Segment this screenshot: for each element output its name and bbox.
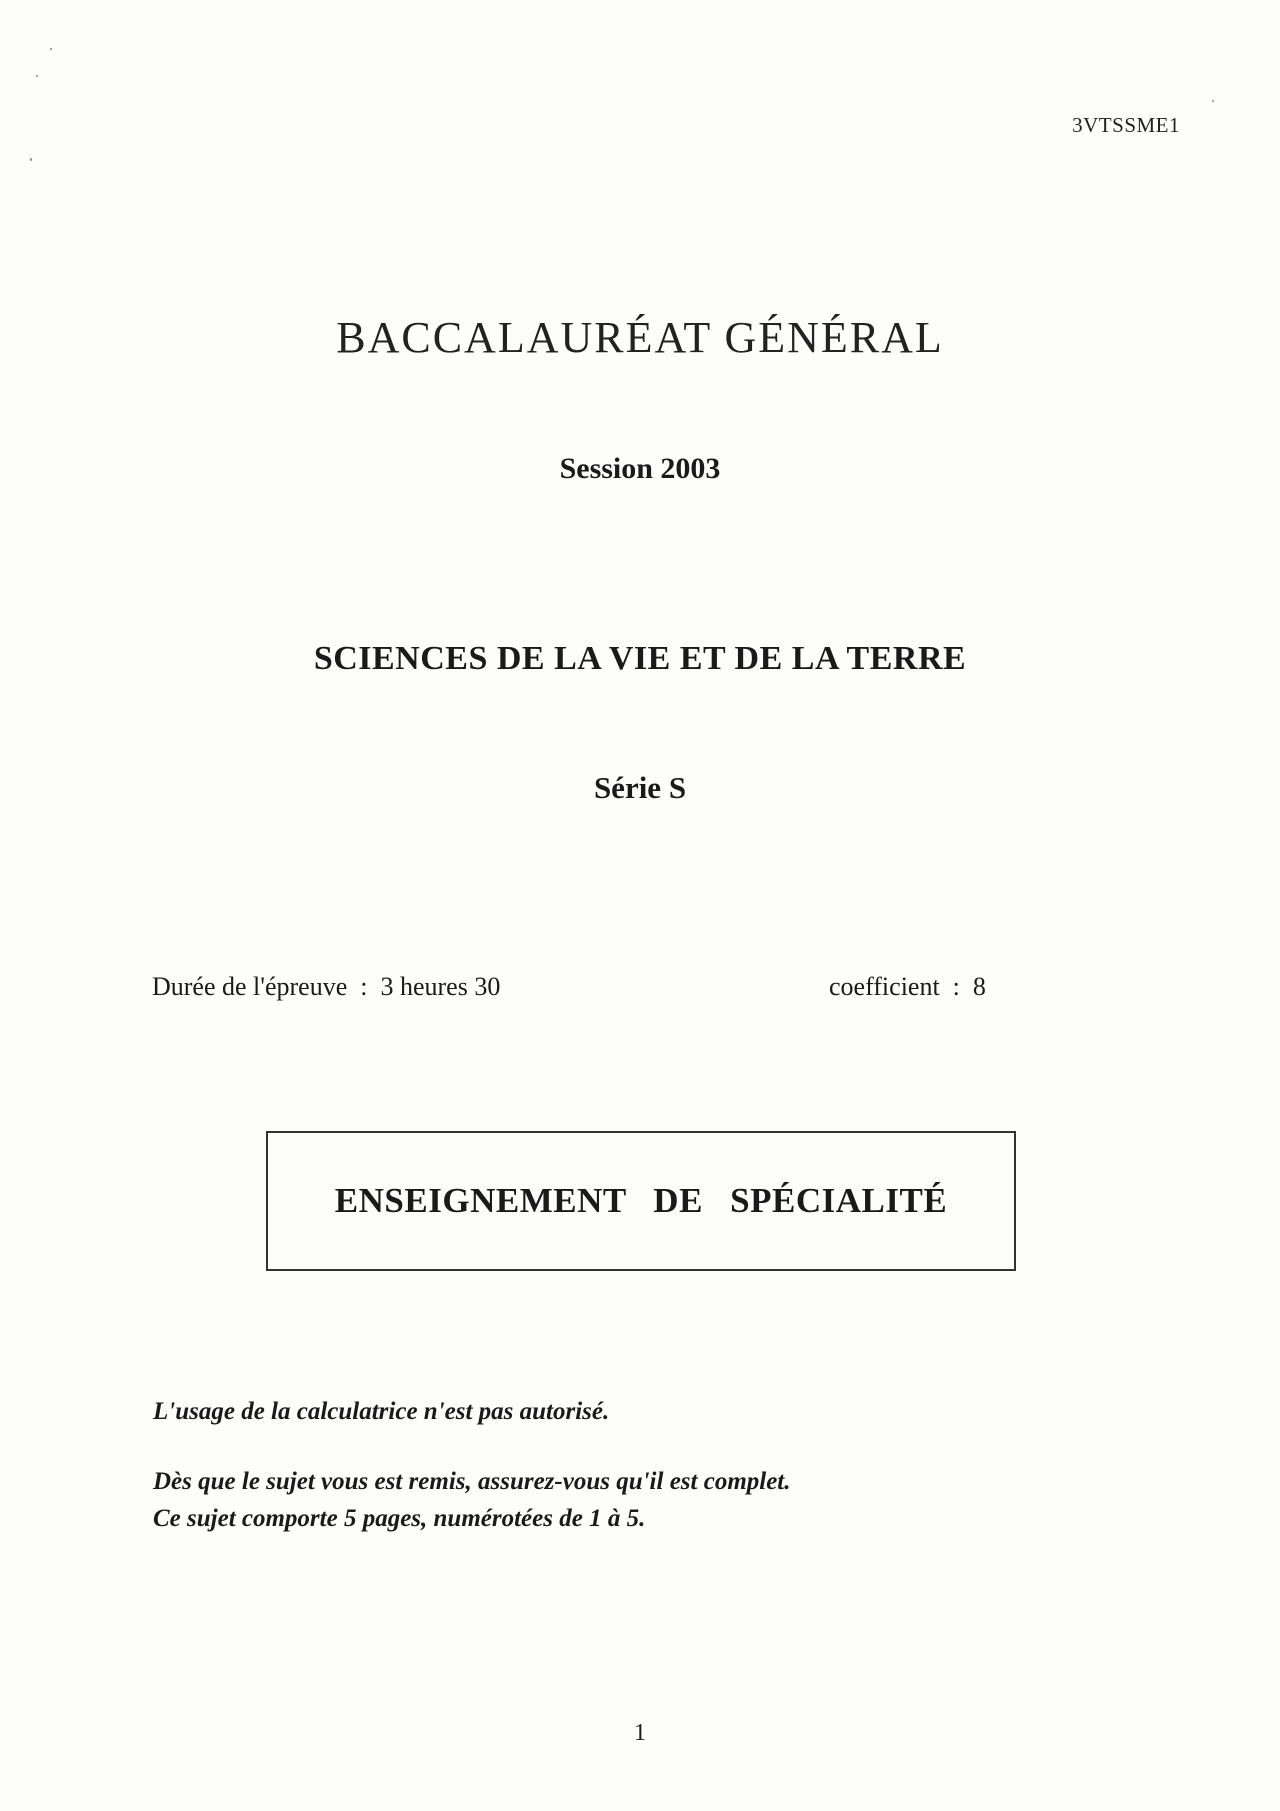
specialite-box: [266, 1131, 1016, 1271]
page-count-note: Ce sujet comporte 5 pages, numérotées de 1 à 5.: [153, 1505, 646, 1532]
scan-speck: [50, 48, 52, 50]
specialite-label: ENSEIGNEMENT DE SPÉCIALITÉ: [334, 1181, 948, 1220]
page-number: 1: [634, 1720, 646, 1746]
completeness-note: Dès que le sujet vous est remis, assurez-vous qu'il est complet.: [153, 1468, 791, 1495]
exam-duration: Durée de l'épreuve : 3 heures 30: [152, 972, 501, 1001]
calculator-note: L'usage de la calculatrice n'est pas autorisé.: [153, 1398, 610, 1425]
serie-label: Série S: [593, 770, 687, 805]
session-label: Session 2003: [559, 452, 721, 485]
subject-title: SCIENCES DE LA VIE ET DE LA TERRE: [313, 640, 967, 677]
exam-coefficient: coefficient : 8: [829, 972, 986, 1001]
scan-speck: [1212, 100, 1214, 102]
page-title: BACCALAURÉAT GÉNÉRAL: [336, 313, 944, 362]
scan-speck: [36, 75, 38, 77]
document-code: 3VTSSME1: [1072, 113, 1180, 137]
scan-speck: [30, 158, 32, 161]
